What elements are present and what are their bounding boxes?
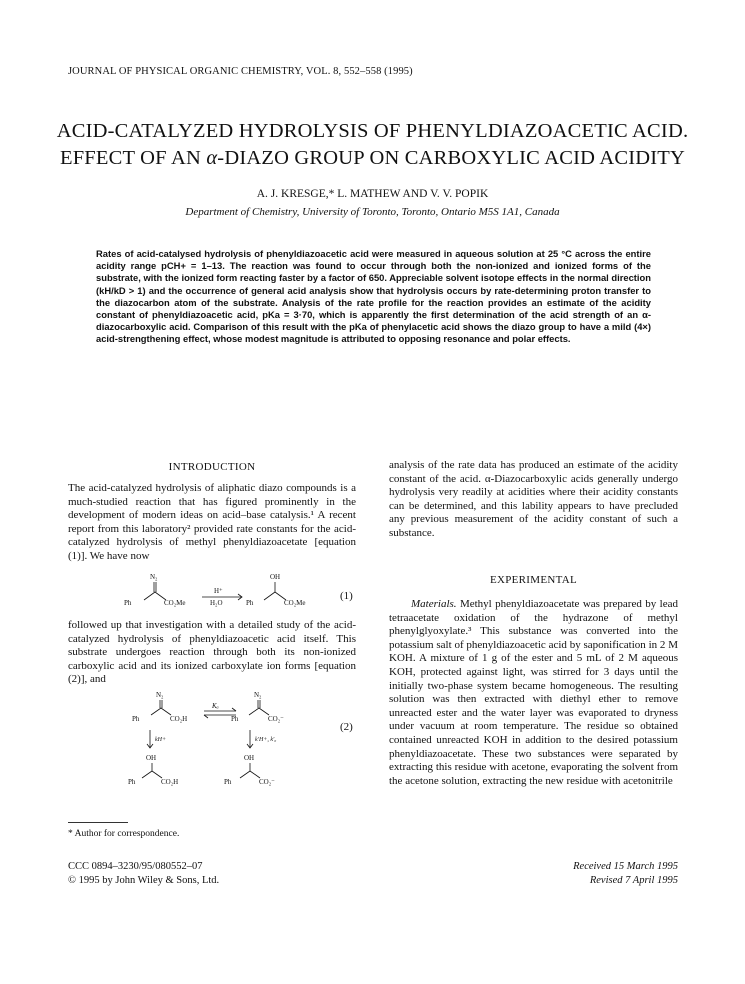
ccc-code: CCC 0894–3230/95/080552–07: [68, 861, 203, 872]
materials-text: Methyl phenyldiazoacetate was prepared by lead tetraacetate oxidation of the hydrazone of methyl phenylglyoxylate.³ This substance was converted into the potassium salt of phenyldiazoacetic acid by saponification in 2 M KOH. A mixture of 1 g of the ester and 5 mL of 2 M aqueous KOH, protected against light, was stirred for 3 days until the initially two-phase system became homogeneous. The resulting solution was then extracted with diethyl ether to remove unreacted ester and the water layer was evaporated to dryness under vacuum at room temperature. The residue so obtained contained unreacted KOH in addition to the desired potassium phenyldiazoacetate. These two substances were separated by extracting this residue with acetone, evaporating the solvent from the acetone solution, extracting the new residue with acetonitrile: [389, 598, 678, 787]
title-greek-alpha: α: [206, 147, 218, 169]
scheme1-oh: OH: [270, 573, 281, 581]
introduction-heading: INTRODUCTION: [168, 461, 256, 473]
paper-title: [40, 118, 705, 172]
scheme2-ka: Kₐ: [212, 702, 219, 710]
scheme2-ph-tr: Ph: [231, 715, 239, 723]
scheme2-n2-right: N₂: [254, 691, 262, 699]
equation-1-number: (1): [340, 590, 353, 602]
scheme1-cat-bottom: H₂O: [210, 599, 223, 607]
title-line-2-post: -DIAZO GROUP ON CARBOXYLIC ACID ACIDITY: [217, 147, 686, 169]
authors: A. J. KRESGE,* L. MATHEW AND V. V. POPIK: [256, 188, 489, 200]
scheme2-oh-left: OH: [146, 754, 157, 762]
scheme1-cat-top: H⁺: [214, 587, 223, 595]
title-line-2: [40, 145, 705, 172]
footnote: * Author for correspondence.: [68, 829, 180, 839]
materials-label: Materials.: [411, 598, 457, 610]
experimental-paragraph: [389, 598, 678, 788]
scheme1-ph-left: Ph: [124, 599, 132, 607]
scheme2-anion-br: CO₂⁻: [259, 778, 275, 786]
scheme1-ester-right: CO₂Me: [284, 599, 306, 607]
scheme2-ph-tl: Ph: [132, 715, 140, 723]
revised-date: Revised 7 April 1995: [589, 875, 678, 886]
scheme2-ph-br: Ph: [224, 778, 232, 786]
scheme2-k-right: k'H+, k'₀: [255, 737, 277, 743]
copyright: © 1995 by John Wiley & Sons, Ltd.: [68, 875, 220, 886]
affiliation: Department of Chemistry, University of Toronto, Toronto, Ontario M5S 1A1, Canada: [185, 206, 560, 218]
footnote-rule: [68, 822, 128, 823]
experimental-heading: EXPERIMENTAL: [489, 574, 578, 586]
scheme2-anion-tr: CO₂⁻: [268, 715, 284, 723]
introduction-paragraph-1: The acid-catalyzed hydrolysis of aliphatic diazo compounds is a much-studied reaction that has figured prominently in the development of modern ideas on acid–base catalysis.¹ A recent report from this laboratory² provided rate constants for the acid-catalyzed hydrolysis of methyl phenyldiazoacetate [equation (1)]. We have now: [68, 482, 356, 562]
scheme2-n2-left: N₂: [156, 691, 164, 699]
equation-2-number: (2): [340, 721, 353, 733]
journal-header: JOURNAL OF PHYSICAL ORGANIC CHEMISTRY, VOL. 8, 552–558 (1995): [68, 66, 413, 77]
ccc-copyright: [68, 860, 219, 888]
scheme1-n2: N₂: [150, 573, 158, 581]
introduction-paragraph-2: followed up that investigation with a detailed study of the acid-catalyzed hydrolysis of phenyldiazoacetic acid itself. This substrate undergoes reaction through both its non-ionized carboxylic acid and its ionized carboxylate ion forms [equation (2)], and: [68, 619, 356, 686]
received-dates: [480, 860, 678, 888]
received-date: Received 15 March 1995: [573, 861, 678, 872]
scheme2-acid-bl: CO₂H: [161, 778, 179, 786]
equation-1-scheme: [110, 572, 355, 616]
title-line-2-pre: EFFECT OF AN: [59, 147, 207, 169]
scheme2-acid-tl: CO₂H: [170, 715, 188, 723]
right-column-paragraph-1: analysis of the rate data has produced an estimate of the acidity constant of the acid. α-Diazocarboxylic acids generally undergo hydrolysis very readily at acidities where their acidity constants can be determined, and this lability appears to have precluded any previous measurement of the acidity constant of such a substance.: [389, 459, 678, 539]
title-line-1: ACID-CATALYZED HYDROLYSIS OF PHENYLDIAZOACETIC ACID.: [56, 120, 689, 142]
scheme1-ester-left: CO₂Me: [164, 599, 186, 607]
equation-2-scheme: [128, 690, 358, 800]
abstract: Rates of acid-catalysed hydrolysis of phenyldiazoacetic acid were measured in aqueous solution at 25 °C across the entire acidity range pCH+ = 1–13. The reaction was found to occur through both the non-ionized and ionized forms of the substrate, with the ionized form reacting faster by a factor of 650. Appreciable solvent isotope effects in the normal direction (kH/kD > 1) and the occurrence of general acid analysis show that hydrolysis occurs by rate-determining proton transfer to the diazocarbon atom of the substrate. Analysis of the rate profile for the reaction provides an estimate of the acidity constant of phenyldiazoacetic acid, pKa = 3·70, which is apparently the first determination of the acid strength of an α-diazocarboxylic acid. Comparison of this result with the pKa of phenylacetic acid shows the diazo group to have a mild (4×) acid-strengthening effect, whose modest magnitude is attributed to opposing resonance and polar effects.: [96, 248, 651, 345]
scheme2-oh-right: OH: [244, 754, 255, 762]
scheme1-ph-right: Ph: [246, 599, 254, 607]
scheme2-k-left: kH+: [155, 737, 167, 743]
scheme2-ph-bl: Ph: [128, 778, 136, 786]
